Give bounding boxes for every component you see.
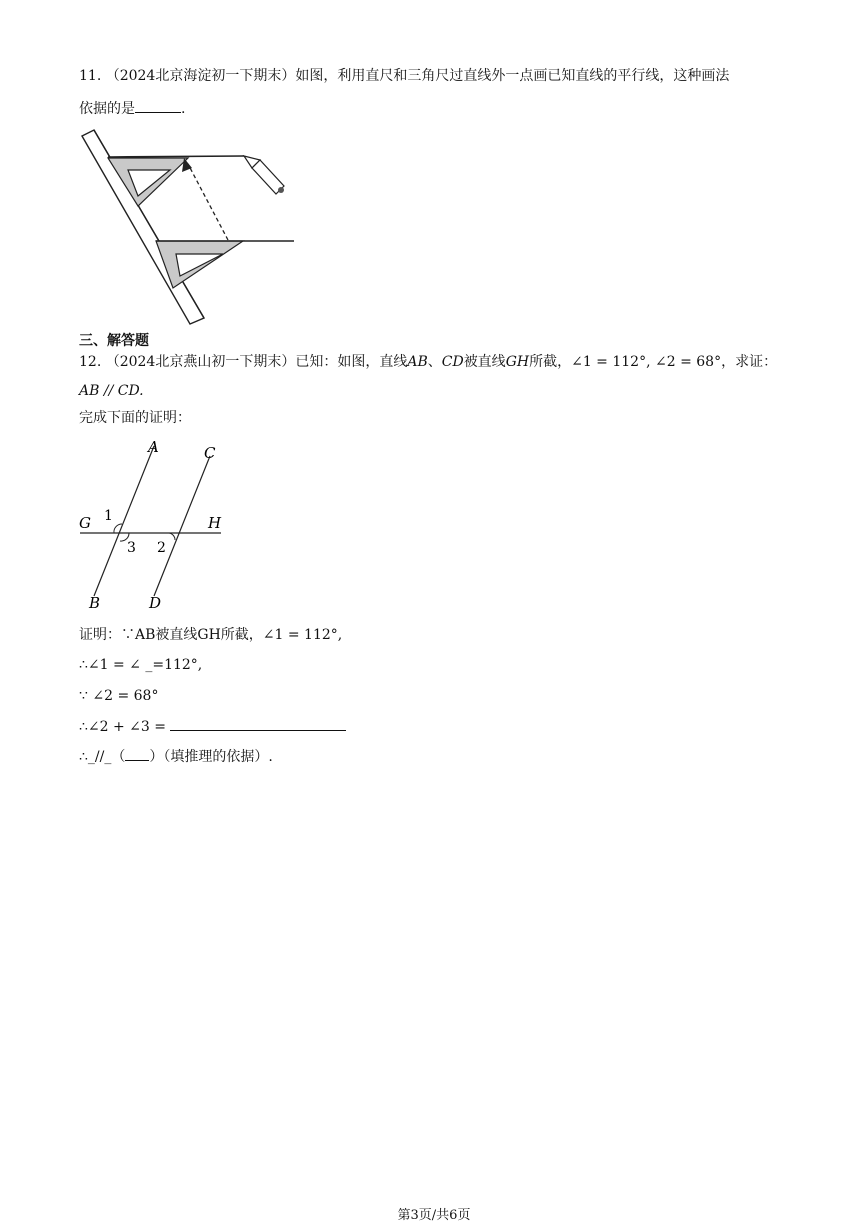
angle2-arc (169, 533, 175, 540)
parallel-lines-figure (76, 436, 232, 614)
q12-sep: 、 (427, 354, 442, 370)
q11-prefix: 依据的是 (79, 101, 135, 117)
pencil-icon (244, 156, 284, 194)
proof-line2 (79, 655, 202, 675)
upper-parallel-line (108, 156, 244, 157)
q12-cd: CD (441, 354, 464, 370)
proof-reason-blank (125, 746, 149, 761)
lower-set-square-hole (176, 254, 223, 276)
label-angle3: 3 (127, 540, 136, 556)
label-d: D (149, 594, 162, 612)
label-b: B (89, 594, 101, 612)
proof-line1: 证明：∵AB被直线GH所截，∠1 = 112°, (79, 627, 343, 643)
label-angle2: 2 (157, 540, 166, 556)
q12-prefix: 12. （2024北京燕山初一下期末）已知：如图，直线 (79, 354, 408, 370)
slide-arrow (188, 164, 228, 240)
proof-line5 (79, 746, 273, 767)
q12-angles: ∠1 = 112°, ∠2 = 68° (571, 354, 722, 370)
q12-text-line1 (79, 352, 777, 372)
proof-l2-b: _=112°, (145, 657, 203, 673)
q12-mid: 被直线 (463, 354, 506, 370)
proof-l2-a: ∴∠1 = ∠ (79, 657, 141, 673)
line-ab (94, 446, 154, 596)
section-heading: 三、解答题 (79, 333, 149, 349)
label-a: A (148, 438, 159, 456)
q12-cut: 所截， (529, 354, 572, 370)
q11-text-line2 (79, 98, 185, 119)
q11-suffix: . (181, 101, 186, 117)
proof-answer-blank (170, 716, 346, 731)
q11-text-line1: 11. （2024北京海淀初一下期末）如图，利用直尺和三角尺过直线外一点画已知直线的平行线，这种画法 (79, 68, 730, 84)
proof-line4 (79, 716, 346, 737)
proof-l5-b: ）（填推理的依据）. (149, 749, 273, 765)
q12-text-line2: AB // CD. (79, 383, 144, 399)
label-g: G (79, 514, 91, 532)
label-h: H (208, 514, 222, 532)
q11-answer-blank (135, 98, 181, 113)
line-cd (154, 456, 210, 596)
ruler-set-square-figure (78, 128, 302, 328)
q12-ab: AB (407, 354, 428, 370)
page-footer: 第3页/共6页 (397, 1208, 471, 1223)
proof-l5-a: ∴_//_（ (79, 749, 126, 765)
proof-line3: ∵ ∠2 = 68° (79, 688, 159, 704)
proof-l4: ∴∠2 + ∠3 = (79, 719, 166, 735)
q12-instruction: 完成下面的证明： (79, 410, 191, 426)
label-c: C (204, 444, 216, 462)
label-angle1: 1 (104, 508, 113, 524)
q12-gh: GH (505, 354, 530, 370)
q12-prove: ，求证： (721, 354, 778, 370)
